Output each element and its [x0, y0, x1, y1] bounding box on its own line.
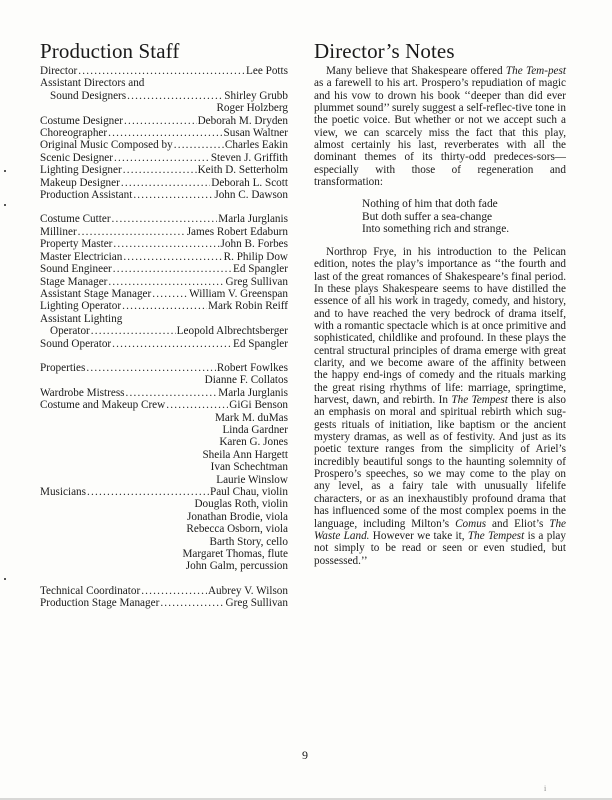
dot-leader [112, 338, 232, 350]
staff-role: Sound Engineer [40, 263, 112, 276]
text-run: there is also an emphasis on moral and spiritual rebirth which sug-gests rituals of initiation, like baptism or the ancient mystery dramas, as well as of festivity. And just as its poetic texture ranges from the simplicity of Ariel’s incredibly beautiful songs to the haunting solemnity of Prospero’s speeches, so we may come to the play on any level, as a fairy tale with unusually lifelife characters, or as an inexhaustibly profound drama that has influenced some of the most complex poems in the language, including Milton’s [314, 394, 566, 530]
staff-row [40, 238, 288, 250]
staff-row [40, 585, 288, 597]
staff-name: GiGi Benson [229, 399, 288, 412]
staff-role-line [40, 77, 288, 89]
staff-name: Charles Eakin [224, 139, 288, 152]
margin-punch-mark [4, 578, 6, 580]
group-spacer [40, 201, 288, 213]
staff-row [40, 325, 288, 337]
staff-name: Paul Chau, violin [209, 486, 288, 498]
staff-name: John C. Dawson [214, 189, 288, 202]
production-staff-column [40, 40, 288, 610]
staff-role: Stage Manager [40, 275, 108, 288]
italic-title: Comus [455, 517, 487, 530]
text-run: Many believe that Shakespeare offered [326, 65, 506, 77]
staff-row [40, 338, 288, 350]
staff-name: Rebecca Osborn, viola [186, 523, 288, 536]
page-number: 9 [302, 748, 308, 762]
staff-row [40, 362, 288, 374]
dot-leader [108, 276, 224, 288]
poem-quote [362, 198, 566, 236]
staff-name: Karen G. Jones [219, 436, 288, 449]
staff-role: Choreographer [40, 127, 108, 140]
staff-row [40, 486, 288, 498]
text-run: and Eliot’s [486, 517, 550, 530]
staff-name: Deborah M. Dryden [197, 114, 288, 127]
dot-leader [166, 399, 228, 411]
dot-leader [123, 164, 197, 176]
dot-leader [121, 177, 210, 189]
italic-title: The Tempest [467, 529, 525, 542]
margin-punch-mark [4, 170, 6, 172]
staff-row [40, 177, 288, 189]
staff-role: Properties [40, 361, 86, 374]
staff-role: Assistant Stage Manager [40, 287, 152, 300]
staff-row [40, 65, 288, 77]
directors-notes-column [314, 40, 566, 567]
staff-role: Sound Operator [40, 337, 112, 350]
staff-name: Barth Story, cello [209, 535, 288, 548]
staff-name: Lee Potts [246, 65, 288, 77]
staff-row [40, 300, 288, 312]
text-run: is a play not simply to be read or seen or even studied, but possessed.’’ [314, 529, 566, 567]
text-run: However we take it, [369, 529, 468, 542]
staff-name: Marla Jurglanis [218, 213, 288, 226]
staff-role: Property Master [40, 238, 113, 251]
dot-leader [78, 226, 186, 238]
staff-row [40, 189, 288, 201]
poem-line: Into something rich and strange. [362, 223, 510, 236]
dot-leader [112, 213, 218, 225]
directors-notes-body [314, 65, 566, 567]
staff-name: Roger Holzberg [216, 102, 288, 115]
dot-leader [78, 65, 245, 77]
group-spacer [40, 350, 288, 362]
staff-role: Costume Cutter [40, 213, 111, 226]
staff-name: Robert Fowlkes [216, 361, 288, 374]
staff-row [40, 213, 288, 225]
staff-name: James Robert Edaburn [186, 225, 288, 238]
staff-name: Sheila Ann Hargett [202, 448, 288, 461]
staff-row [40, 399, 288, 411]
staff-name: Mark Robin Reiff [208, 300, 288, 313]
staff-row [40, 226, 288, 238]
staff-name: Jonathan Brodie, viola [187, 510, 288, 523]
staff-role: Scenic Designer [40, 151, 114, 164]
staff-name: Douglas Roth, violin [194, 498, 288, 511]
staff-row [40, 127, 288, 139]
dot-leader [113, 263, 232, 275]
dot-leader [91, 325, 176, 337]
staff-name: Ivan Schechtman [210, 461, 288, 474]
staff-name: Keith D. Setterholm [197, 164, 288, 177]
dot-leader [160, 597, 224, 609]
text-run: as a farewell to his art. Prospero’s repudiation of magic and his vow to drown his book ‘‘deeper than did ever plummet sound’’ surely suggest a self-reflec-tive tone in the poetic voice. But whether or not we accept such a view, we can scarcely miss the fact that this play, almost certainly his last, reverberates with all the dominant themes of its thirty-odd predeces-sors—especially with those of regeneration and transformation: [314, 77, 566, 189]
dot-leader [114, 152, 210, 164]
staff-name: Deborah L. Scott [211, 176, 288, 189]
staff-name: Laurie Winslow [216, 473, 288, 486]
staff-role: Makeup Designer [40, 176, 120, 189]
staff-name: Greg Sullivan [225, 275, 288, 288]
staff-name: Linda Gardner [222, 423, 288, 436]
staff-name: Greg Sullivan [225, 597, 288, 610]
staff-role: Master Electrician [40, 250, 123, 263]
dot-leader [152, 288, 188, 300]
staff-name: Leopold Albrechtsberger [176, 325, 288, 338]
dot-leader [123, 251, 222, 263]
staff-name: Ed Spangler [233, 263, 288, 276]
staff-name: Susan Waltner [223, 127, 288, 140]
directors-notes-heading: Director’s Notes [314, 39, 455, 63]
staff-role: Assistant Directors and [40, 77, 145, 90]
staff-role: Lighting Designer [40, 164, 122, 177]
staff-row [40, 251, 288, 263]
staff-list [40, 65, 288, 610]
staff-role: Musicians [40, 486, 86, 498]
staff-role: Operator [50, 325, 90, 338]
staff-row [40, 288, 288, 300]
staff-role: Milliner [40, 225, 77, 238]
staff-row [40, 263, 288, 275]
staff-row [40, 152, 288, 164]
dot-leader [124, 115, 197, 127]
staff-name: Ed Spangler [233, 337, 288, 350]
staff-role: Assistant Lighting [40, 312, 123, 325]
staff-row [40, 139, 288, 151]
dot-leader [87, 486, 209, 498]
staff-name: R. Philip Dow [223, 250, 288, 263]
dot-leader [141, 585, 207, 597]
staff-role: Production Stage Manager [40, 597, 160, 610]
dot-leader [133, 189, 213, 201]
dot-leader [174, 139, 224, 151]
staff-role: Sound Designers [50, 89, 127, 102]
staff-row [40, 276, 288, 288]
staff-name: Aubrey V. Wilson [207, 584, 288, 597]
dot-leader [126, 387, 218, 399]
staff-role: Original Music Composed by [40, 139, 173, 152]
staff-role: Director [40, 65, 78, 77]
staff-row [40, 164, 288, 176]
staff-role: Costume and Makeup Crew [40, 399, 166, 412]
dot-leader [113, 238, 219, 250]
staff-name: John Galm, percussion [185, 560, 288, 573]
dot-leader [86, 362, 215, 374]
italic-title: The Waste Land. [314, 517, 566, 542]
dot-leader [108, 127, 222, 139]
staff-role: Costume Designer [40, 114, 123, 127]
margin-punch-mark [4, 204, 6, 206]
staff-role: Wardrobe Mistress [40, 386, 125, 399]
italic-title: The Tempest [451, 394, 508, 407]
staff-name: Marla Jurglanis [218, 386, 288, 399]
dot-leader [122, 300, 207, 312]
staff-name: Shirley Grubb [224, 89, 288, 102]
staff-name: William V. Greenspan [189, 287, 288, 300]
staff-row [40, 387, 288, 399]
staff-name: Dianne F. Collatos [204, 374, 288, 387]
staff-name: Steven J. Griffith [210, 151, 288, 164]
group-spacer [40, 573, 288, 585]
staff-row [40, 597, 288, 609]
text-run: Northrop Frye, in his introduction to the Pelican edition, notes the play’s importance as ‘‘the fourth and last of the great romances of Shakespeare’s final period. In these plays Shakespeare seems to have distilled the essence of all his work in tragedy, comedy, and history, and to have reached the very bedrock of drama itself, with a romantic spectacle which is at once primitive and sophisticated, childlike and profound. In these plays the central structural principles of drama emerge with great clarity, and we become aware of the affinity between the happy end-ings of comedy and the rituals marking the great rising rhythms of life: marriage, springtime, harvest, dawn, and rebirth. In [314, 245, 566, 407]
staff-role: Technical Coordinator [40, 584, 141, 597]
poem-line: Nothing of him that doth fade [362, 198, 498, 211]
notes-paragraph-2 [314, 246, 566, 567]
production-staff-heading: Production Staff [40, 39, 180, 63]
staff-name: Margaret Thomas, flute [182, 548, 288, 561]
staff-row [40, 115, 288, 127]
staff-name: John B. Forbes [220, 238, 288, 251]
dot-leader [127, 90, 223, 102]
notes-paragraph-1 [314, 65, 566, 188]
poem-line: But doth suffer a sea-change [362, 210, 493, 223]
staff-name: Mark M. duMas [214, 411, 288, 424]
staff-role-line [40, 313, 288, 325]
staff-row [40, 90, 288, 102]
corner-mark: i [544, 784, 547, 793]
staff-role: Lighting Operator [40, 300, 122, 313]
staff-role: Production Assistant [40, 189, 133, 202]
italic-title: The Tem-pest [505, 65, 566, 77]
